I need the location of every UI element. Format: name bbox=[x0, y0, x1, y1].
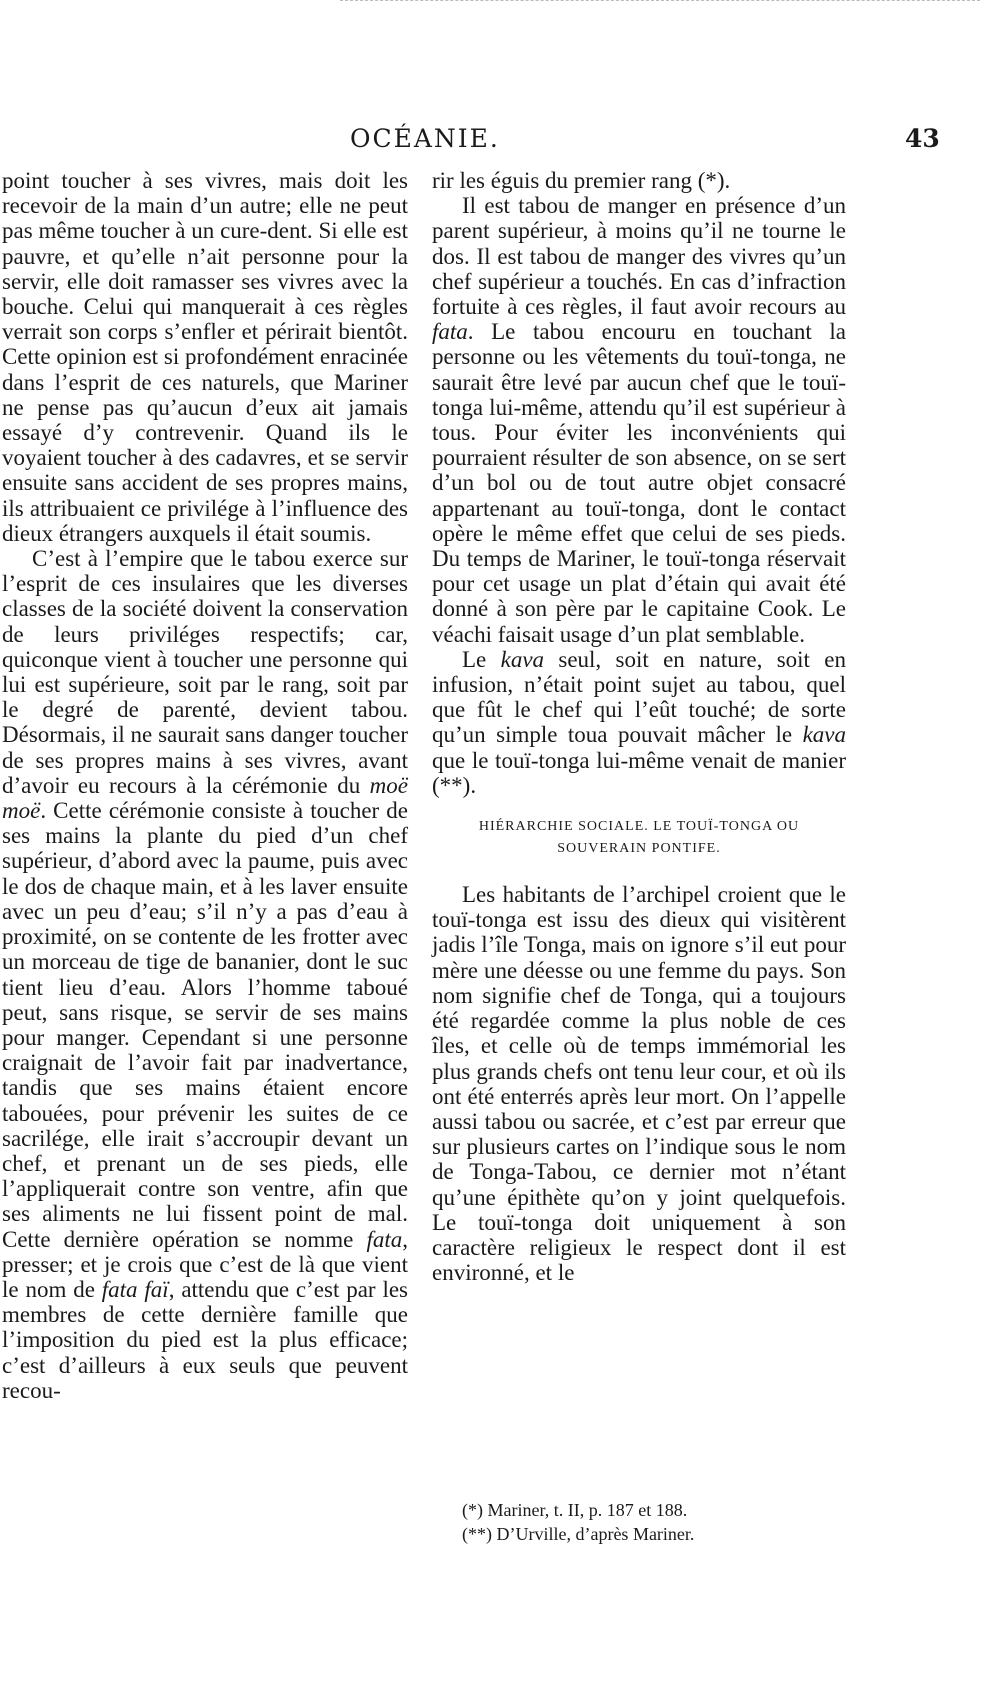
footnote: (**) D’Urville, d’après Mariner. bbox=[462, 1524, 695, 1544]
paragraph bbox=[432, 647, 846, 798]
italic-term: fata bbox=[366, 1226, 403, 1252]
running-title: OCÉANIE. bbox=[350, 124, 500, 153]
text-run: Il est tabou de manger en présence d’un parent supérieur, à moins qu’il ne tourne le dos. Il est tabou de manger des vivres qu’un chef supérieur a touchés. En cas d’infraction fortuite à ces règles, il faut avoir recours au bbox=[432, 193, 846, 320]
italic-term: kava bbox=[802, 722, 846, 748]
text-run: seul, soit en nature, soit en infusion, n’était point sujet au tabou, quel que fût le chef qui l’eût touché; de sorte qu’un simple toua pouvait mâcher le bbox=[432, 646, 846, 748]
right-column bbox=[432, 168, 846, 1285]
section-heading: HIÉRARCHIE SOCIALE. LE TOUÏ-TONGA OU SOUVERAIN PONTIFE. bbox=[478, 819, 800, 857]
text-run: , presser; et je crois que c’est de là que vient le nom de bbox=[2, 1226, 408, 1302]
page-header bbox=[0, 124, 1000, 164]
text-run: . Le tabou encouru en touchant la personne ou les vêtements du touï-tonga, ne saurait être levé par aucun chef que le touï-tonga lui-même, attendu qu’il est supérieur à tous. Pour éviter les inconvénients qui pourraient résulter de son absence, on se sert d’un bol ou de tout autre objet consacré appartenant au touï-tonga, dont le contact opère le même effet que celui de ses pieds. Du temps de Mariner, le touï-tonga réservait pour cet usage un plat d’étain qui avait été donné à son père par le capitaine Cook. Le véachi faisait usage d’un plat semblable. bbox=[432, 319, 846, 647]
paragraph: Les habitants de l’archipel croient que le touï-tonga est issu des dieux qui visitèrent jadis l’île Tonga, mais on ignore s’il eut pour mère une déesse ou une femme du pays. Son nom signifie chef de Tonga, qui a toujours été regardée comme la plus noble de ces îles, et celle où de temps immémorial les plus grands chefs ont tenu leur cour, et où ils ont été enterrés après leur mort. On l’appelle aussi tabou ou sacrée, et c’est par erreur que sur plusieurs cartes on l’indique sous le nom de Tonga-Tabou, ce dernier mot n’étant qu’une épithète qu’on y joint quelquefois. Le touï-tonga doit uniquement à son caractère religieux le respect dont il est environné, et le bbox=[432, 882, 846, 1286]
footnote: (*) Mariner, t. II, p. 187 et 188. bbox=[462, 1500, 688, 1520]
text-run: que le touï-tonga lui-même venait de manier (**). bbox=[432, 747, 846, 798]
footnotes bbox=[462, 1498, 882, 1546]
italic-term: kava bbox=[500, 646, 545, 672]
text-run: . Cette cérémonie consiste à toucher de ses mains la plante du pied d’un chef supérieur, d’abord avec la paume, puis avec le dos de chaque main, et à les laver ensuite avec un peu d’eau; s’il n’y a pas d’eau à proximité, on se contente de les frotter avec un morceau de tige de bananier, dont le suc tient lieu d’eau. Alors l’homme taboué peut, sans risque, se servir de ses mains pour manger. Cependant si une personne craignait de l’avoir fait par inadvertance, tandis que ses mains étaient encore tabouées, pour prévenir les suites de ce sacrilége, elle irait s’accroupir devant un chef, et prenant un de ses pieds, elle l’appliquerait contre son ventre, afin que ses aliments ne lui fissent point de mal. Cette dernière opération se nomme bbox=[2, 798, 408, 1252]
left-column bbox=[2, 168, 408, 1403]
text-run: Le bbox=[462, 646, 487, 672]
text-run: , attendu que c’est par les membres de cette dernière famille que l’imposition du pied est la plus efficace; c’est d’ailleurs à eux seuls que peuvent recou- bbox=[2, 1276, 408, 1403]
text-run: C’est à l’empire que le tabou exerce sur l’esprit de ces insulaires que les diverses classes de la société doivent la conservation de leurs priviléges respectifs; car, quiconque vient à toucher une personne qui lui est supérieure, soit par le rang, soit par le degré de parenté, devient tabou. Désormais, il ne saurait sans danger toucher de ses propres mains à ses vivres, avant d’avoir eu recours à la cérémonie du bbox=[2, 546, 408, 798]
italic-term: fata bbox=[432, 319, 468, 345]
paragraph: point toucher à ses vivres, mais doit les recevoir de la main d’un autre; elle ne peut pas même toucher à un cure-dent. Si elle est pauvre, et qu’elle n’ait personne pour la servir, elle doit ramasser ses vivres avec la bouche. Celui qui manquerait à ces règles verrait son corps s’enfler et périrait bientôt. Cette opinion est si profondément enracinée dans l’esprit de ces naturels, que Mariner ne pense pas qu’aucun d’eux ait jamais essayé d’y contrevenir. Quand ils le voyaient toucher à des cadavres, et se servir ensuite sans accident de ses propres mains, ils attribuaient ce privilége à l’influence des dieux étrangers auxquels il était soumis. bbox=[2, 168, 408, 546]
paragraph: rir les éguis du premier rang (*). bbox=[432, 168, 731, 193]
italic-term: fata faï bbox=[101, 1276, 169, 1302]
paragraph bbox=[432, 193, 846, 647]
top-scan-line bbox=[340, 0, 980, 7]
page-number: 43 bbox=[905, 124, 940, 153]
paragraph bbox=[2, 546, 408, 1403]
italic-term: moë moë bbox=[2, 772, 408, 824]
